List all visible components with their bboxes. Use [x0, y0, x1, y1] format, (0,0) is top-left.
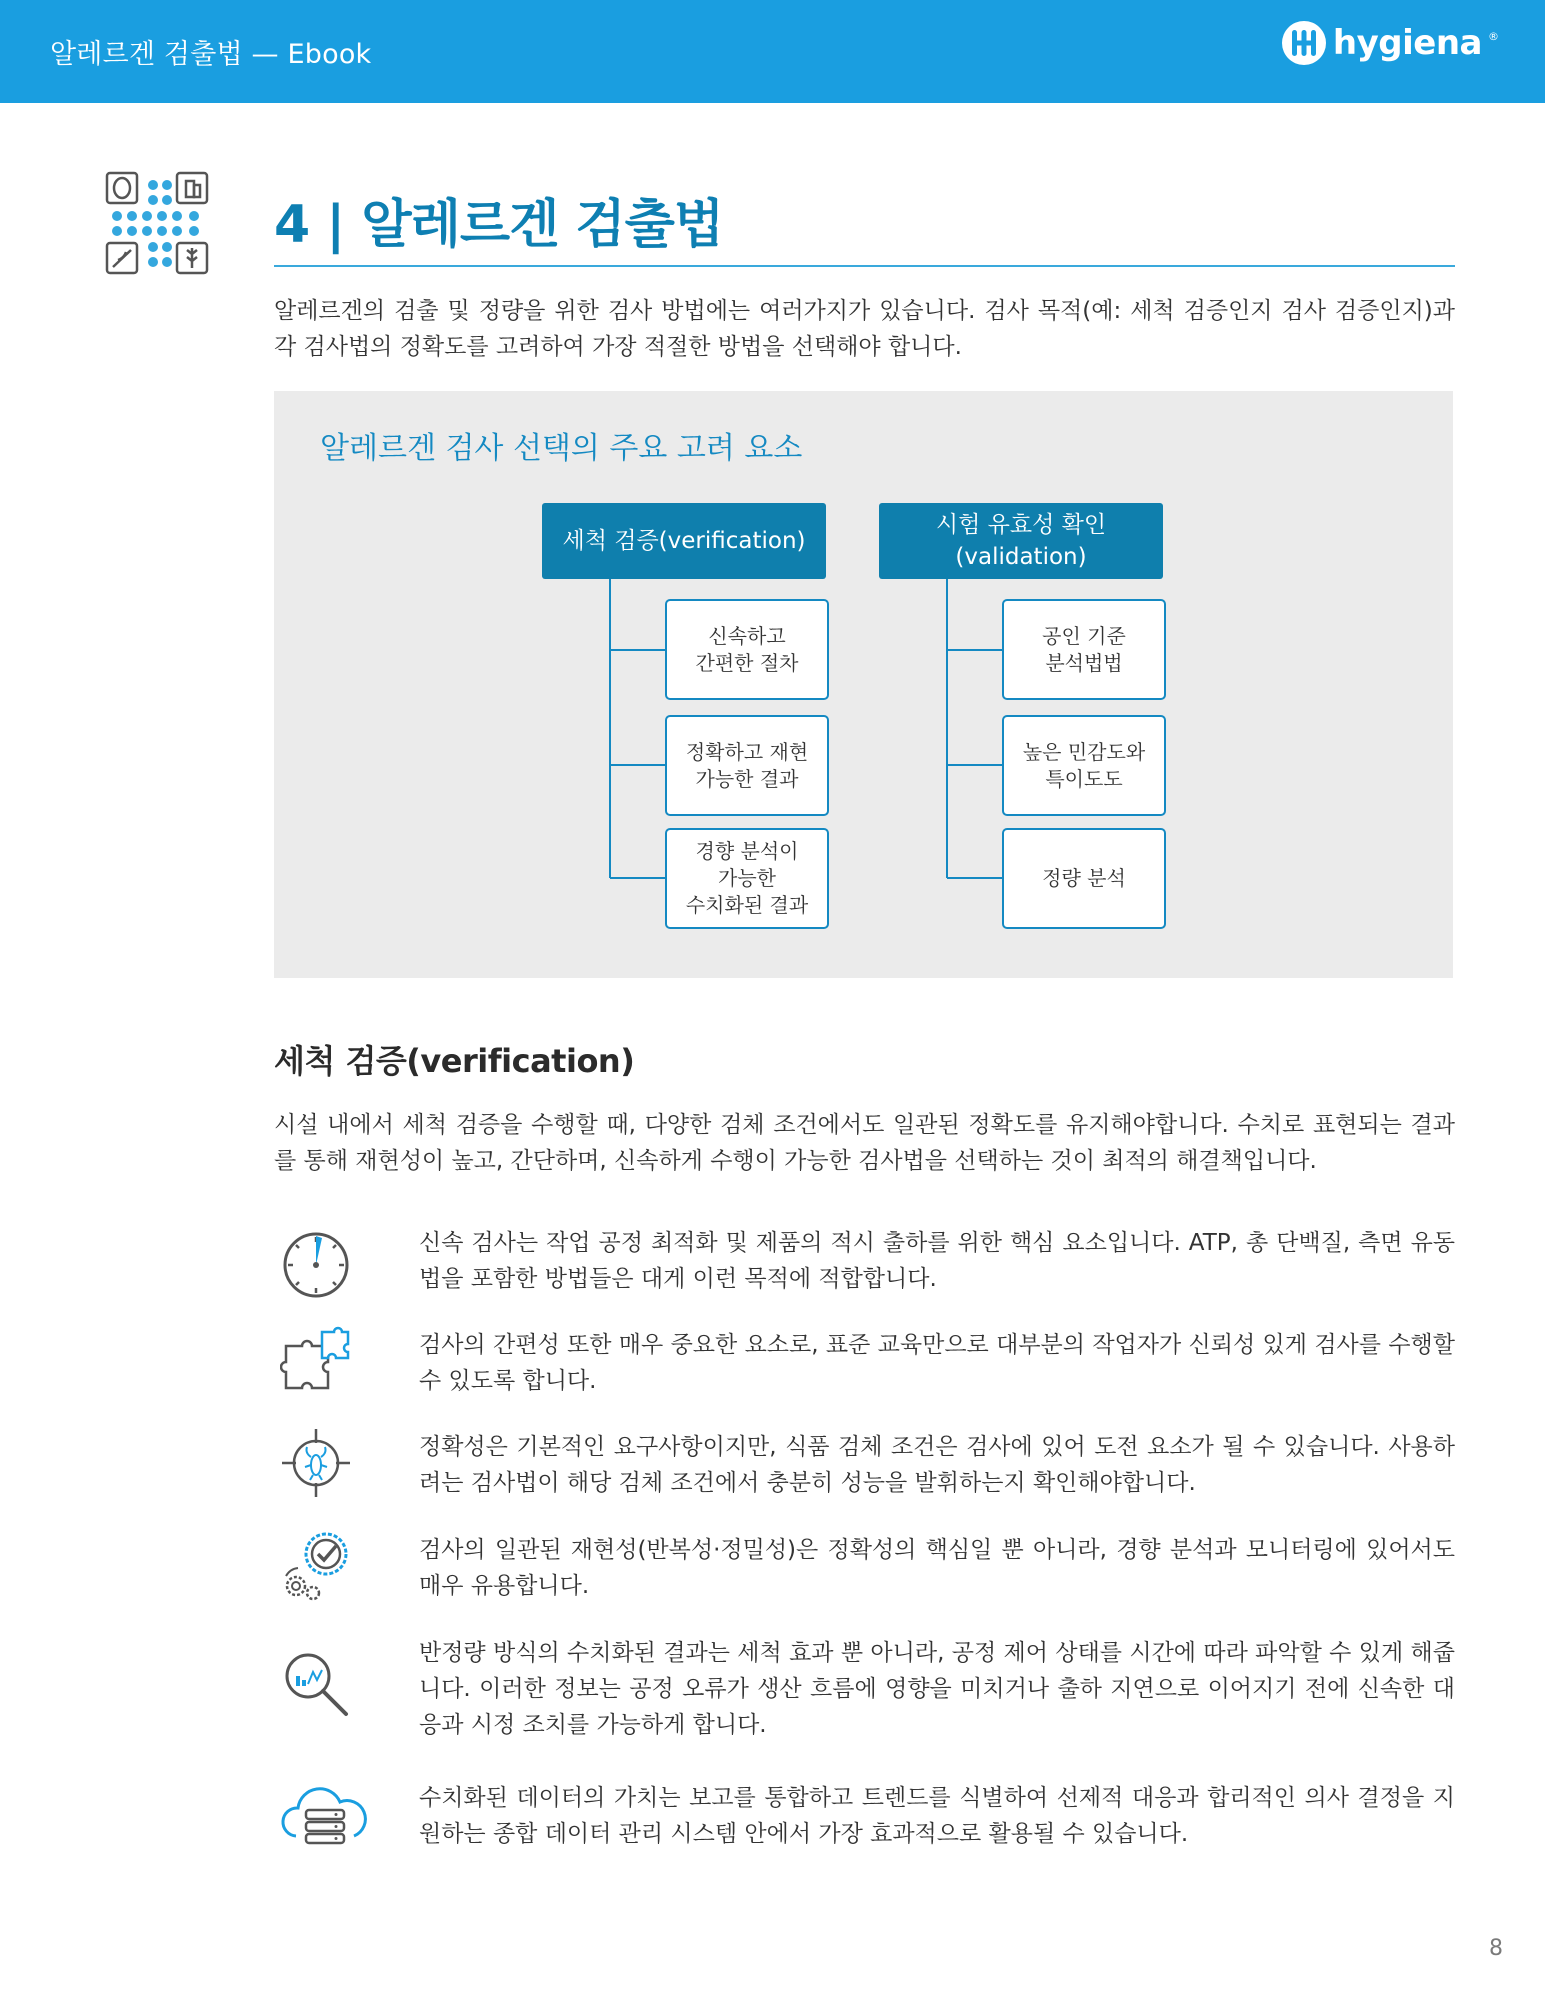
header-bar	[0, 0, 1545, 103]
bullet-text: 검사의 간편성 또한 매우 중요한 요소로, 표준 교육만으로 대부분의 작업자가 신뢰성 있게 검사를 수행할 수 있도록 합니다.	[419, 1332, 1455, 1394]
factors-panel	[274, 391, 1453, 978]
logo-registered-mark: ®	[1488, 30, 1499, 43]
bullet-text: 검사의 일관된 재현성(반복성·정밀성)은 정확성의 핵심일 뿐 아니라, 경향 분석과 모니터링에 있어서도 매우 유용합니다.	[419, 1537, 1455, 1599]
factors-title: 알레르겐 검사 선택의 주요 고려 요소	[320, 431, 803, 466]
cloud-database-icon	[278, 1778, 372, 1850]
logo-wordmark: hygiena	[1332, 23, 1482, 63]
bullet-text: 신속 검사는 작업 공정 최적화 및 제품의 적시 출하를 위한 핵심 요소입니다. ATP, 총 단백질, 측면 유동법을 포함한 방법들은 대게 이런 목적에 적합합니다.	[419, 1230, 1455, 1292]
intro-paragraph: 알레르겐의 검출 및 정량을 위한 검사 방법에는 여러가지가 있습니다. 검사 목적(예: 세척 검증인지 검사 검증인지)과 각 검사법의 정확도를 고려하여 가장 적절한 방법을 선택해야 합니다.	[274, 298, 1455, 360]
section-paragraph: 시설 내에서 세척 검증을 수행할 때, 다양한 검체 조건에서도 일관된 정확도를 유지해야합니다. 수치로 표현되는 결과를 통해 재현성이 높고, 간단하며, 신속하게 수행이 가능한 검사법을 선택하는 것이 최적의 해결책입니다.	[274, 1112, 1455, 1174]
bullet-text: 수치화된 데이터의 가치는 보고를 통합하고 트렌드를 식별하여 선제적 대응과 합리적인 의사 결정을 지원하는 종합 데이터 관리 시스템 안에서 가장 효과적으로 활용될 수 있습니다.	[419, 1785, 1455, 1847]
page-number: 8	[1489, 1936, 1503, 1961]
hygiena-logo-icon	[1281, 20, 1327, 66]
verification-header-box: 세척 검증(verification)	[542, 503, 826, 579]
validation-item: 정량 분석	[1002, 828, 1166, 929]
stopwatch-icon	[280, 1227, 352, 1299]
verification-item: 신속하고 간편한 절차	[665, 599, 829, 700]
title-divider	[274, 265, 1455, 267]
verification-item: 경향 분석이 가능한 수치화된 결과	[665, 828, 829, 929]
validation-item: 높은 민감도와 특이도도	[1002, 715, 1166, 816]
bullet-text: 반정량 방식의 수치화된 결과는 세척 효과 뿐 아니라, 공정 제어 상태를 시간에 따라 파악할 수 있게 해줍니다. 이러한 정보는 공정 오류가 생산 흐름에 영향을 미치거나 출하 지연으로 이어지기 전에 신속한 대응과 시정 조치를 가능하게 합니다.	[419, 1640, 1455, 1738]
allergen-grid-icon	[104, 170, 210, 276]
target-lobster-icon	[280, 1427, 352, 1499]
verification-item: 정확하고 재현 가능한 결과	[665, 715, 829, 816]
puzzle-icon	[280, 1326, 352, 1398]
section-heading: 세척 검증(verification)	[274, 1042, 635, 1080]
header-title: 알레르겐 검출법 — Ebook	[50, 39, 372, 70]
validation-item: 공인 기준 분석법법	[1002, 599, 1166, 700]
hygiena-logo	[1281, 20, 1499, 66]
gears-check-icon	[280, 1530, 352, 1602]
diagram-connectors	[274, 391, 1453, 978]
chapter-title: 4 | 알레르겐 검출법	[274, 195, 724, 255]
magnifier-chart-icon	[280, 1648, 352, 1720]
bullet-text: 정확성은 기본적인 요구사항이지만, 식품 검체 조건은 검사에 있어 도전 요소가 될 수 있습니다. 사용하려는 검사법이 해당 검체 조건에서 충분히 성능을 발휘하는지 확인해야합니다.	[419, 1434, 1455, 1496]
validation-header-box: 시험 유효성 확인 (validation)	[879, 503, 1163, 579]
